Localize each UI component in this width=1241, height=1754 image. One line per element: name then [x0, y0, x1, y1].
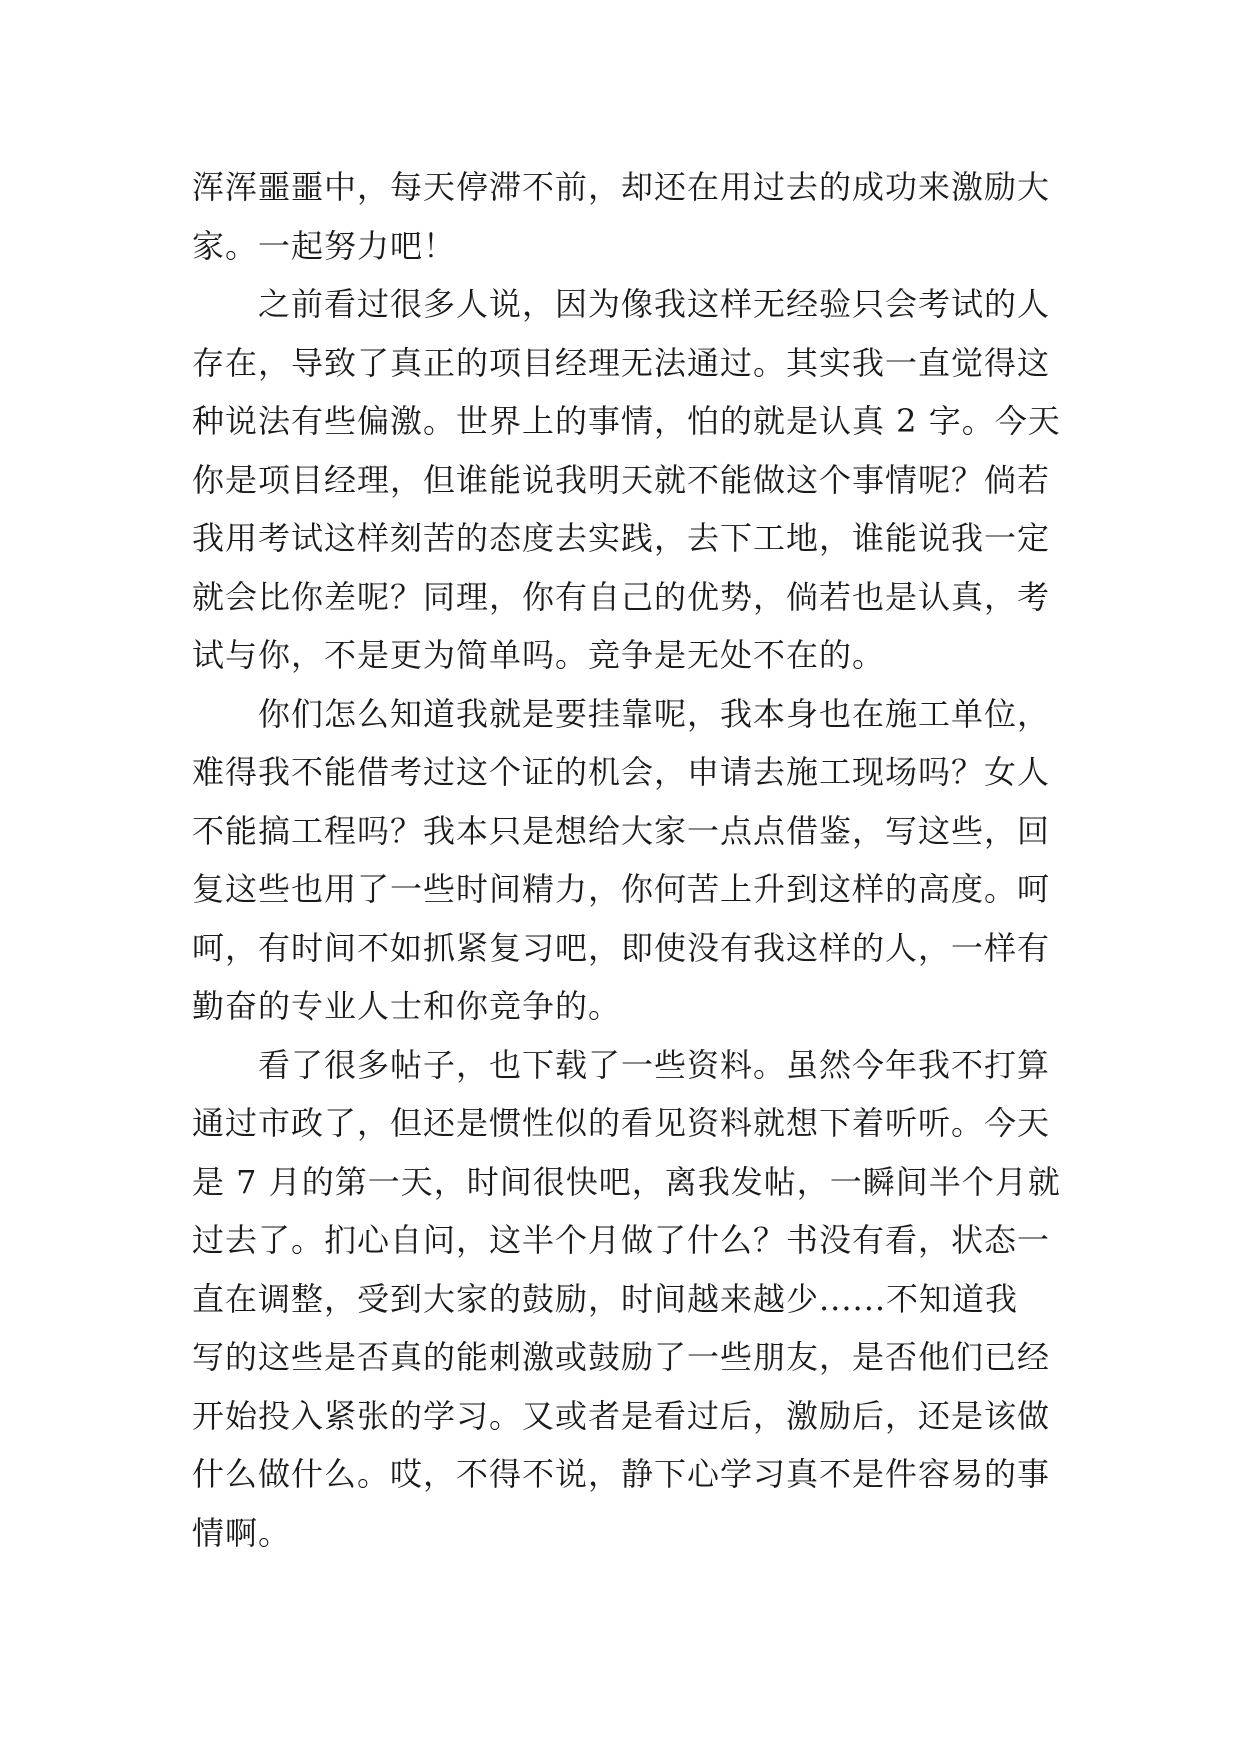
text-line: 直在调整，受到大家的鼓励，时间越来越少......不知道我: [192, 1279, 1019, 1318]
text-line: 复这些也用了一些时间精力，你何苦上升到这样的高度。呵: [192, 870, 1051, 908]
text-line: 种说法有些偏激。世界上的事情，怕的就是认真 2 字。今天: [192, 402, 1061, 440]
body-text: [192, 158, 1062, 1562]
text-line: 是 7 月的第一天，时间很快吧，离我发帖，一瞬间半个月就: [192, 1162, 1061, 1201]
text-line: 你是项目经理，但谁能说我明天就不能做这个事情呢？倘若: [192, 460, 1051, 499]
text-line: 家。一起努力吧！: [192, 226, 457, 265]
text-line: 什么做什么。哎，不得不说，静下心学习真不是件容易的事: [192, 1455, 1051, 1493]
text-line: 我用考试这样刻苦的态度去实践，去下工地，谁能说我一定: [192, 519, 1051, 557]
text-line: 浑浑噩噩中，每天停滞不前，却还在用过去的成功来激励大: [192, 168, 1051, 206]
text-line: 开始投入紧张的学习。又或者是看过后，激励后，还是该做: [192, 1396, 1051, 1435]
text-line: 试与你，不是更为简单吗。竞争是无处不在的。: [192, 636, 886, 674]
text-line: 通过市政了，但还是惯性似的看见资料就想下着听听。今天: [192, 1104, 1051, 1142]
text-line: 呵，有时间不如抓紧复习吧，即使没有我这样的人，一样有: [192, 928, 1051, 967]
text-line: 存在，导致了真正的项目经理无法通过。其实我一直觉得这: [192, 343, 1051, 382]
text-line: 难得我不能借考过这个证的机会，申请去施工现场吗？女人: [192, 753, 1051, 791]
text-line: 之前看过很多人说，因为像我这样无经验只会考试的人: [192, 285, 1051, 323]
text-line: 情啊。: [192, 1513, 292, 1552]
text-line: 就会比你差呢？同理，你有自己的优势，倘若也是认真，考: [192, 577, 1051, 616]
text-line: 看了很多帖子，也下载了一些资料。虽然今年我不打算: [192, 1045, 1051, 1084]
text-line: 勤奋的专业人士和你竞争的。: [192, 987, 622, 1025]
text-line: 过去了。扪心自问，这半个月做了什么？书没有看，状态一: [192, 1221, 1051, 1259]
text-line: 写的这些是否真的能刺激或鼓励了一些朋友，是否他们已经: [192, 1338, 1051, 1376]
text-line: 不能搞工程吗？我本只是想给大家一点点借鉴，写这些，回: [192, 811, 1051, 850]
text-line: 你们怎么知道我就是要挂靠呢，我本身也在施工单位，: [192, 694, 1051, 733]
